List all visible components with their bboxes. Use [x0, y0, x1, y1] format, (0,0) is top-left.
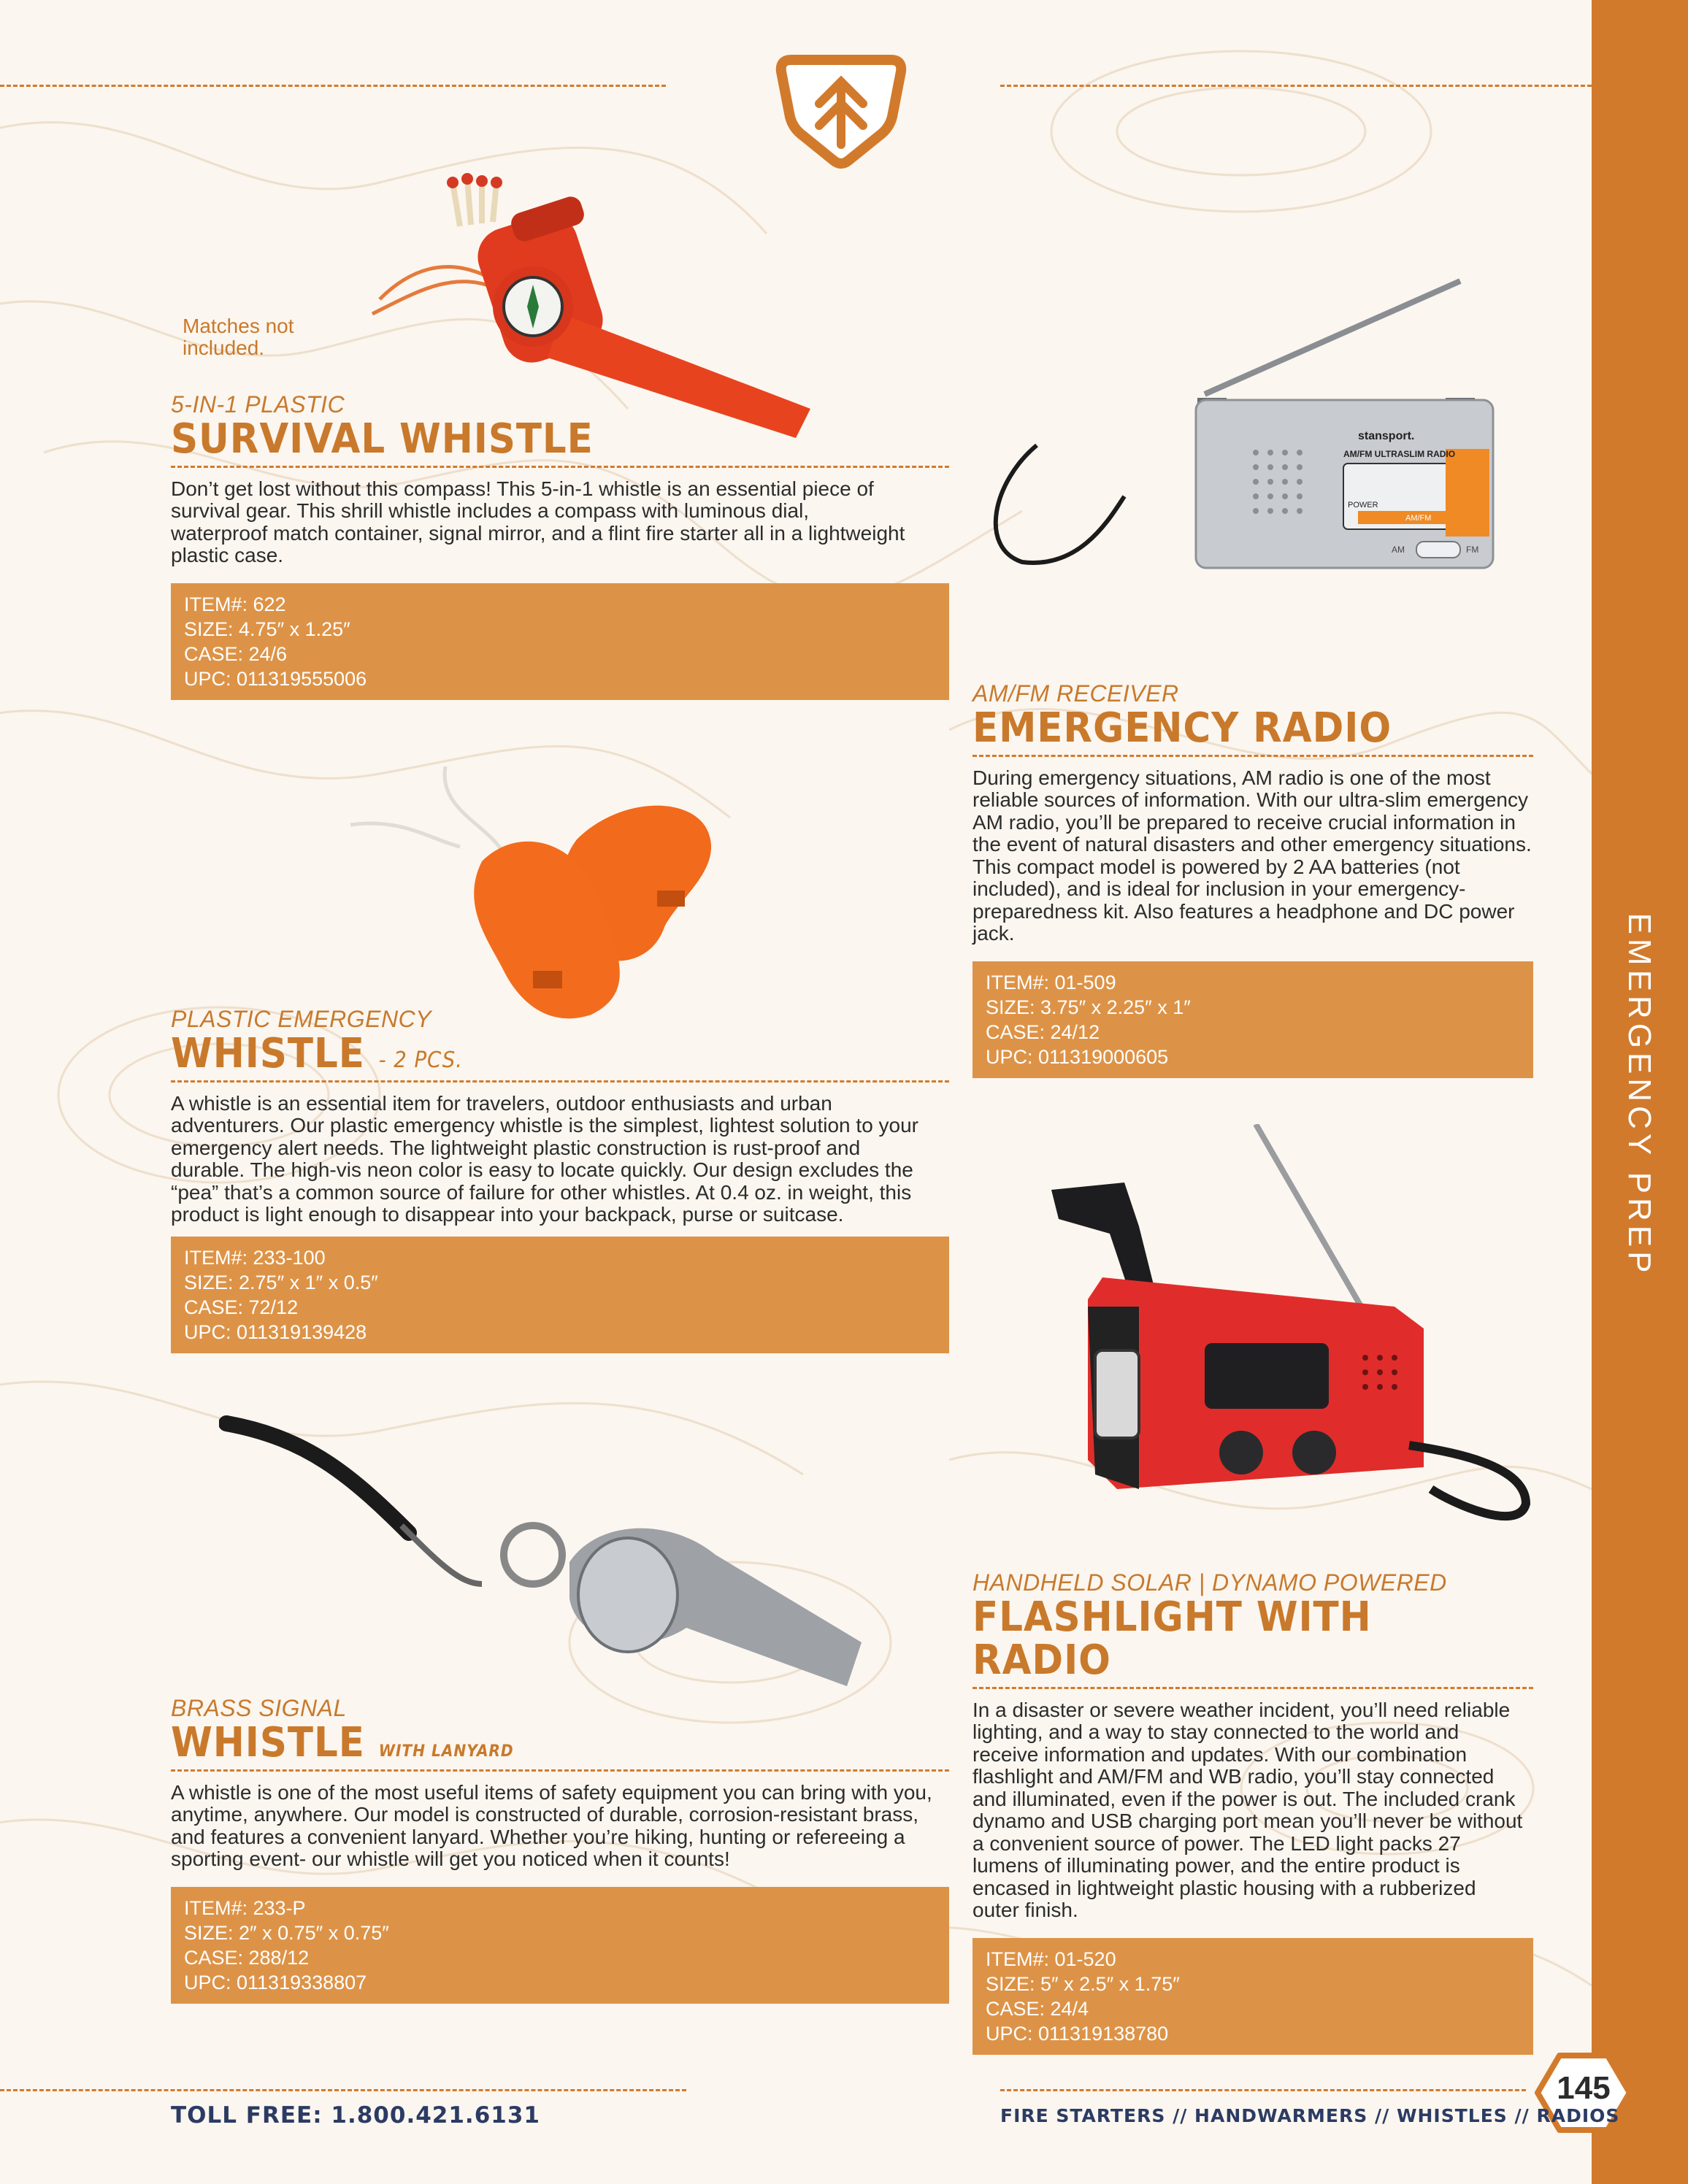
header-rule-left: [0, 85, 666, 87]
section-label: EMERGENCY PREP: [1622, 912, 1657, 1277]
spec-size: SIZE: 4.75″ x 1.25″: [184, 618, 350, 640]
radio-fm: FM: [1466, 545, 1479, 555]
product-survival-whistle: [171, 391, 949, 700]
product-category: BRASS SIGNAL: [171, 1695, 347, 1721]
flashlight-radio-image: [1015, 1124, 1548, 1533]
spec-item: ITEM#: 01-509: [986, 971, 1116, 993]
radio-am: AM: [1392, 545, 1405, 555]
radio-brand: stansport.: [1358, 430, 1415, 442]
product-title: FLASHLIGHT WITH RADIO: [972, 1593, 1372, 1684]
product-title: WHISTLE: [171, 1719, 365, 1766]
title-rule: [972, 755, 1533, 757]
spec-box: [972, 1938, 1533, 2055]
brand-logo-icon: [770, 50, 913, 171]
radio-model: AM/FM ULTRASLIM RADIO: [1343, 449, 1456, 459]
footer-rule-right: [1000, 2089, 1526, 2091]
product-brass-whistle: [171, 1695, 949, 2004]
footer-rule-left: [0, 2089, 686, 2091]
spec-upc: UPC: 011319555006: [184, 667, 367, 690]
emergency-radio-image: [978, 277, 1511, 591]
spec-item: ITEM#: 622: [184, 593, 286, 615]
spec-box: [171, 583, 949, 700]
matches-note: Matches not included.: [183, 315, 294, 359]
spec-case: CASE: 72/12: [184, 1296, 299, 1318]
spec-item: ITEM#: 233-P: [184, 1896, 306, 1919]
product-description: A whistle is one of the most useful items of safety equipment you can bring with you, anytime, anywhere. Our model is constructed of durable, corrosion-resistant brass, and features a convenient lanyard. Whether you’re hiking, hunting or refereeing a sporting event- our whistle will get you noticed when it counts!: [171, 1780, 932, 1871]
spec-box: [972, 961, 1533, 1078]
radio-power: POWER: [1348, 501, 1378, 510]
product-title: SURVIVAL WHISTLE: [171, 415, 594, 463]
brass-whistle-image: [219, 1409, 876, 1701]
title-rule: [171, 466, 949, 468]
product-flashlight-radio: [972, 1569, 1533, 2055]
product-title-suffix: WITH LANYARD: [378, 1742, 514, 1761]
spec-upc: UPC: 011319338807: [184, 1971, 367, 1993]
product-description: In a disaster or severe weather incident, you’ll need reliable lighting, and a way to stay connected to the world and receive information and updates. With our combination flashlight and AM/FM and WB radio, you’ll stay connected and illuminated, even if the power is out. The included crank dynamo and USB charging port mean you’ll never be without a convenient source of power. The LED light packs 27 lumens of illuminating power, and the entire product is encased in lightweight plastic housing with a rubberized outer finish.: [972, 1698, 1523, 1922]
product-title-row: [171, 1719, 887, 1766]
toll-free-number: TOLL FREE: 1.800.421.6131: [171, 2102, 540, 2129]
product-description: Don’t get lost without this compass! This 5-in-1 whistle is an essential piece of survival gear. This shrill whistle includes a compass with luminous dial, waterproof match container, signal mirror, and a flint fire starter all in a lightweight plastic case.: [171, 477, 905, 567]
plastic-whistles-image: [314, 752, 752, 1044]
product-title: EMERGENCY RADIO: [972, 704, 1392, 752]
spec-upc: UPC: 011319138780: [986, 2022, 1169, 2045]
title-rule: [171, 1769, 949, 1772]
title-rule: [171, 1080, 949, 1083]
product-title-row: [171, 1030, 887, 1077]
page-number: 145: [1557, 2070, 1611, 2106]
spec-box: [171, 1887, 949, 2004]
product-category: HANDHELD SOLAR | DYNAMO POWERED: [972, 1569, 1447, 1596]
radio-amfm: AM/FM: [1405, 514, 1432, 523]
product-category: AM/FM RECEIVER: [972, 680, 1179, 707]
spec-size: SIZE: 5″ x 2.5″ x 1.75″: [986, 1972, 1180, 1995]
spec-size: SIZE: 2″ x 0.75″ x 0.75″: [184, 1921, 389, 1944]
spec-case: CASE: 288/12: [184, 1946, 310, 1969]
product-title-suffix: - 2 PCS.: [378, 1047, 463, 1073]
spec-upc: UPC: 011319139428: [184, 1320, 367, 1343]
spec-case: CASE: 24/6: [184, 642, 288, 665]
spec-upc: UPC: 011319000605: [986, 1045, 1169, 1068]
product-category: 5-IN-1 PLASTIC: [171, 391, 345, 418]
spec-size: SIZE: 3.75″ x 2.25″ x 1″: [986, 996, 1191, 1018]
product-description: During emergency situations, AM radio is one of the most reliable sources of information. With our ultra-slim emergency AM radio, you’ll be prepared to receive crucial information in the event of natural disasters and other emergency situations. This compact model is powered by 2 AA batteries (not included), and is ideal for inclusion in your emergency-preparedness kit. Also features a headphone and DC power jack.: [972, 766, 1532, 945]
product-title: WHISTLE: [171, 1030, 365, 1077]
spec-size: SIZE: 2.75″ x 1″ x 0.5″: [184, 1271, 378, 1293]
spec-box: [171, 1237, 949, 1353]
title-rule: [972, 1687, 1533, 1689]
spec-item: ITEM#: 233-100: [184, 1246, 326, 1269]
product-emergency-radio: [972, 680, 1533, 1078]
product-category: PLASTIC EMERGENCY: [171, 1006, 432, 1032]
spec-item: ITEM#: 01-520: [986, 1947, 1116, 1970]
spec-case: CASE: 24/12: [986, 1020, 1100, 1043]
footer-categories: FIRE STARTERS // HANDWARMERS // WHISTLES // RADIOS: [1000, 2105, 1620, 2126]
product-plastic-whistle: [171, 1006, 949, 1353]
product-description: A whistle is an essential item for travelers, outdoor enthusiasts and urban adventurers. Our plastic emergency whistle is the simplest, lightest solution to your emergency alert needs. The lightweight plastic construction is rust-proof and durable. The high-vis neon color is easy to locate quickly. Our design excludes the “pea” that’s a common source of failure for other whistles. At 0.4 oz. in weight, this product is light enough to disappear into your backpack, purse or suitcase.: [171, 1091, 919, 1226]
header-rule-right: [1000, 85, 1592, 87]
spec-case: CASE: 24/4: [986, 1997, 1089, 2020]
